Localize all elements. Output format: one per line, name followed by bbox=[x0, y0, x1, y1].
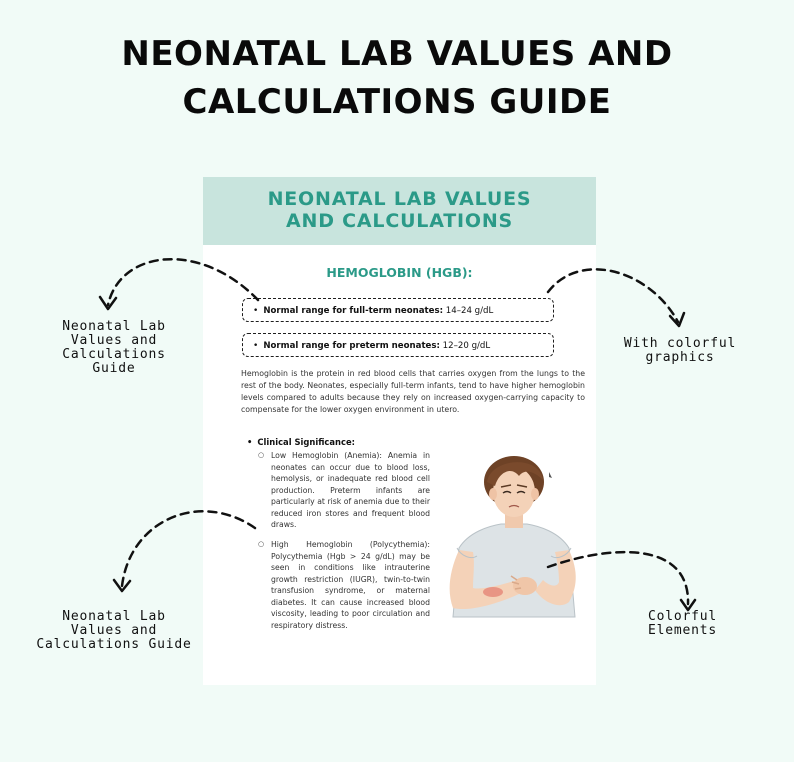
main-title-line2: CALCULATIONS GUIDE bbox=[182, 82, 612, 122]
callout-bottom-right bbox=[620, 610, 745, 638]
callout-line: Values and bbox=[70, 623, 158, 638]
document-title-line2: AND CALCULATIONS bbox=[285, 210, 514, 232]
callout-line: Neonatal Lab bbox=[62, 609, 166, 624]
callout-line: Calculations bbox=[62, 347, 166, 362]
callout-line: Calculations Guide bbox=[36, 637, 192, 652]
bullet-icon: • bbox=[247, 437, 253, 447]
callout-line: Elements bbox=[647, 623, 717, 638]
callout-bottom-left bbox=[20, 610, 208, 652]
bullet-icon: • bbox=[253, 341, 259, 351]
callout-line: Values and bbox=[70, 333, 158, 348]
hollow-bullet-icon: ○ bbox=[258, 451, 265, 459]
range-value: 12–20 g/dL bbox=[442, 341, 491, 351]
section-heading: HEMOGLOBIN (HGB): bbox=[326, 265, 473, 280]
arrow-top-left bbox=[108, 259, 258, 305]
range-value: 14–24 g/dL bbox=[445, 306, 494, 316]
sub-item-text: High Hemoglobin (Polycythemia): Polycythemia (Hgb > 24 g/dL) may be seen in conditions like intrauterine growth restriction (IUGR), twin-to-twin transfusion syndrome, or maternal diabetes. It can cause increased blood viscosity, leading to poor circulation and respiratory distress. bbox=[271, 540, 430, 630]
callout-line: Colorful bbox=[647, 609, 717, 624]
arrow-top-right bbox=[548, 269, 678, 322]
document-title-line1: NEONATAL LAB VALUES bbox=[267, 188, 532, 210]
callout-line: Guide bbox=[92, 361, 136, 376]
callout-top-right bbox=[600, 337, 760, 365]
callout-line: Neonatal Lab bbox=[62, 319, 166, 334]
hemoglobin-description: Hemoglobin is the protein in red blood cells that carries oxygen from the lungs to the rest of the body. Neonates, especially full-term infants, tend to have higher hemoglobin levels compared to adults because they rely on increased oxygen-carrying capacity to compensate for the lower oxygen environment in utero. bbox=[241, 369, 585, 414]
bullet-icon: • bbox=[253, 306, 259, 316]
callout-top-left bbox=[20, 320, 208, 376]
main-title-line1: NEONATAL LAB VALUES AND bbox=[121, 34, 673, 74]
callout-line: With colorful bbox=[623, 336, 737, 351]
hollow-bullet-icon: ○ bbox=[258, 540, 265, 548]
clinical-significance-label: Clinical Significance: bbox=[257, 437, 355, 447]
arrow-bottom-left bbox=[122, 511, 255, 586]
range-label: Normal range for full-term neonates: bbox=[263, 306, 444, 316]
sub-item-text: Low Hemoglobin (Anemia): Anemia in neonates can occur due to blood loss, hemolysis, or inadequate red blood cell production. Preterm infants are particularly at risk of anemia due to their reduced iron stores and frequent blood draws. bbox=[271, 451, 430, 529]
range-label: Normal range for preterm neonates: bbox=[263, 341, 440, 351]
callout-line: graphics bbox=[645, 350, 715, 365]
arrow-bottom-right bbox=[548, 552, 688, 604]
